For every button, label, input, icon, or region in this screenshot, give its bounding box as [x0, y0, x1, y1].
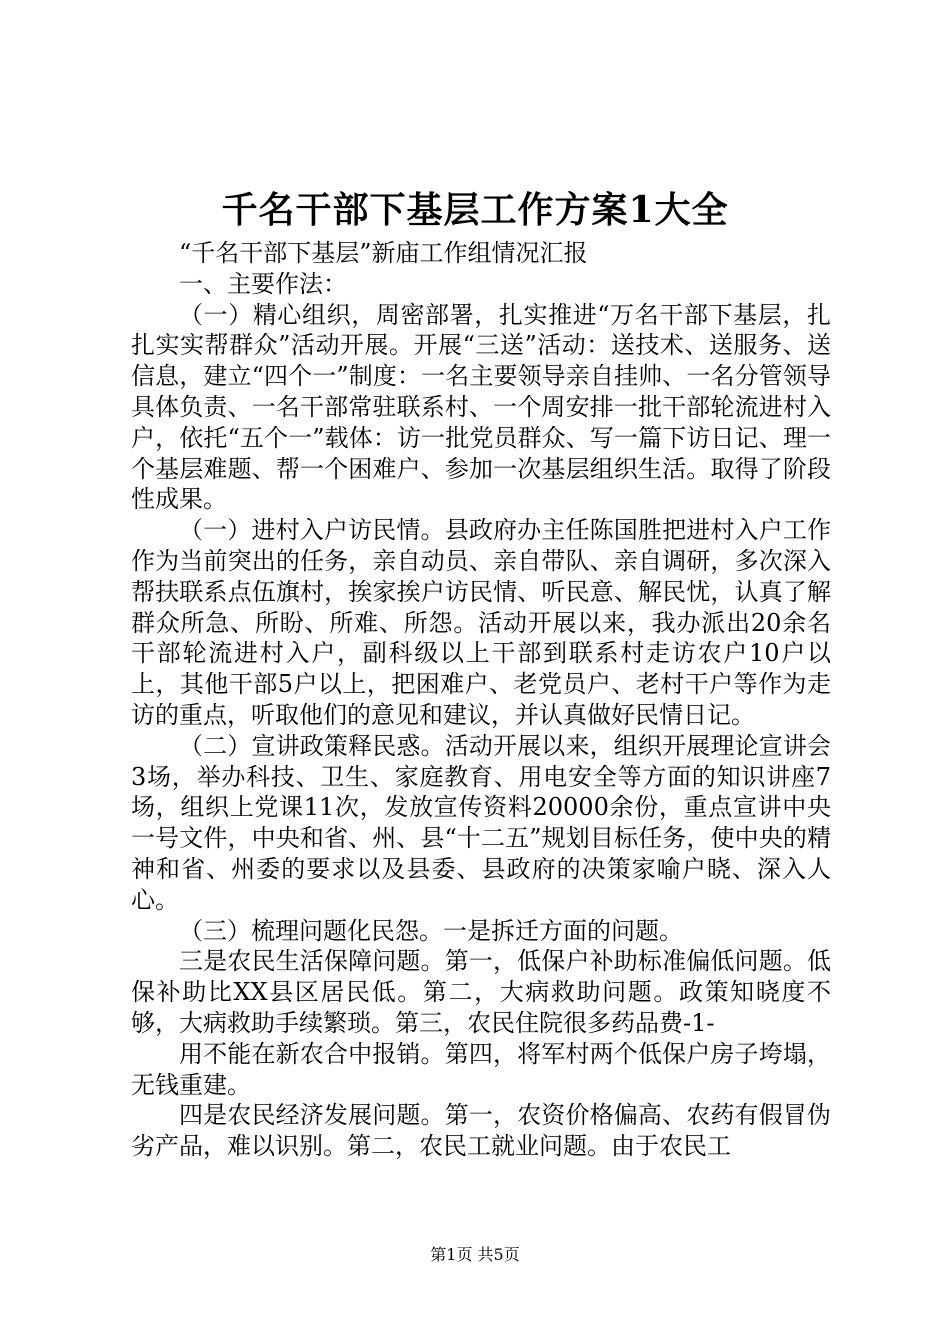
paragraph: 三是农民生活保障问题。第一，低保户补助标准偏低问题。低保补助比XX县区居民低。第二，大病救助问题。政策知晓度不够，大病救助手续繁琐。第三，农民住院很多药品费-1-: [131, 947, 831, 1037]
paragraph: （一）精心组织，周密部署，扎实推进“万名干部下基层，扎扎实实帮群众”活动开展。开展“三送”活动：送技术、送服务、送信息，建立“四个一”制度：一名主要领导亲自挂帅、一名分管领导具体负责、一名干部常驻联系村、一个周安排一批干部轮流进村入户，依托“五个一”载体：访一批党员群众、写一篇下访日记、理一个基层难题、帮一个困难户、参加一次基层组织生活。取得了阶段性成果。: [131, 300, 831, 514]
paragraph: （一）进村入户访民情。县政府办主任陈国胜把进村入户工作作为当前突出的任务，亲自动员、亲自带队、亲自调研，多次深入帮扶联系点伍旗村，挨家挨户访民情、听民意、解民忧，认真了解群众所急、所盼、所难、所怨。活动开展以来，我办派出20余名干部轮流进村入户，副科级以上干部到联系村走访农户10户以上，其他干部5户以上，把困难户、老党员户、老村干户等作为走访的重点，听取他们的意见和建议，并认真做好民情日记。: [131, 516, 831, 729]
page-footer: 第1页 共5页: [430, 1245, 520, 1264]
paragraph: （二）宣讲政策释民惑。活动开展以来，组织开展理论宣讲会3场，举办科技、卫生、家庭教育、用电安全等方面的知识讲座7场，组织上党课11次，发放宣传资料20000余份，重点宣讲中央一号文件，中央和省、州、县“十二五”规划目标任务，使中央的精神和省、州委的要求以及县委、县政府的决策家喻户晓、深入人心。: [131, 731, 831, 914]
paragraph: 用不能在新农合中报销。第四，将军村两个低保户房子垮塌，无钱重建。: [131, 1039, 831, 1099]
paragraph: （三）梳理问题化民怨。一是拆迁方面的问题。: [179, 916, 683, 945]
paragraph-section-heading: 一、主要作法：: [179, 269, 347, 298]
document-title: 千名干部下基层工作方案1大全: [221, 189, 729, 231]
document-body: [131, 238, 831, 1162]
paragraph-report-heading: “千名干部下基层”新庙工作组情况汇报: [179, 239, 588, 267]
paragraph: 四是农民经济发展问题。第一，农资价格偏高、农药有假冒伪劣产品，难以识别。第二，农民工就业问题。由于农民工: [131, 1101, 831, 1161]
